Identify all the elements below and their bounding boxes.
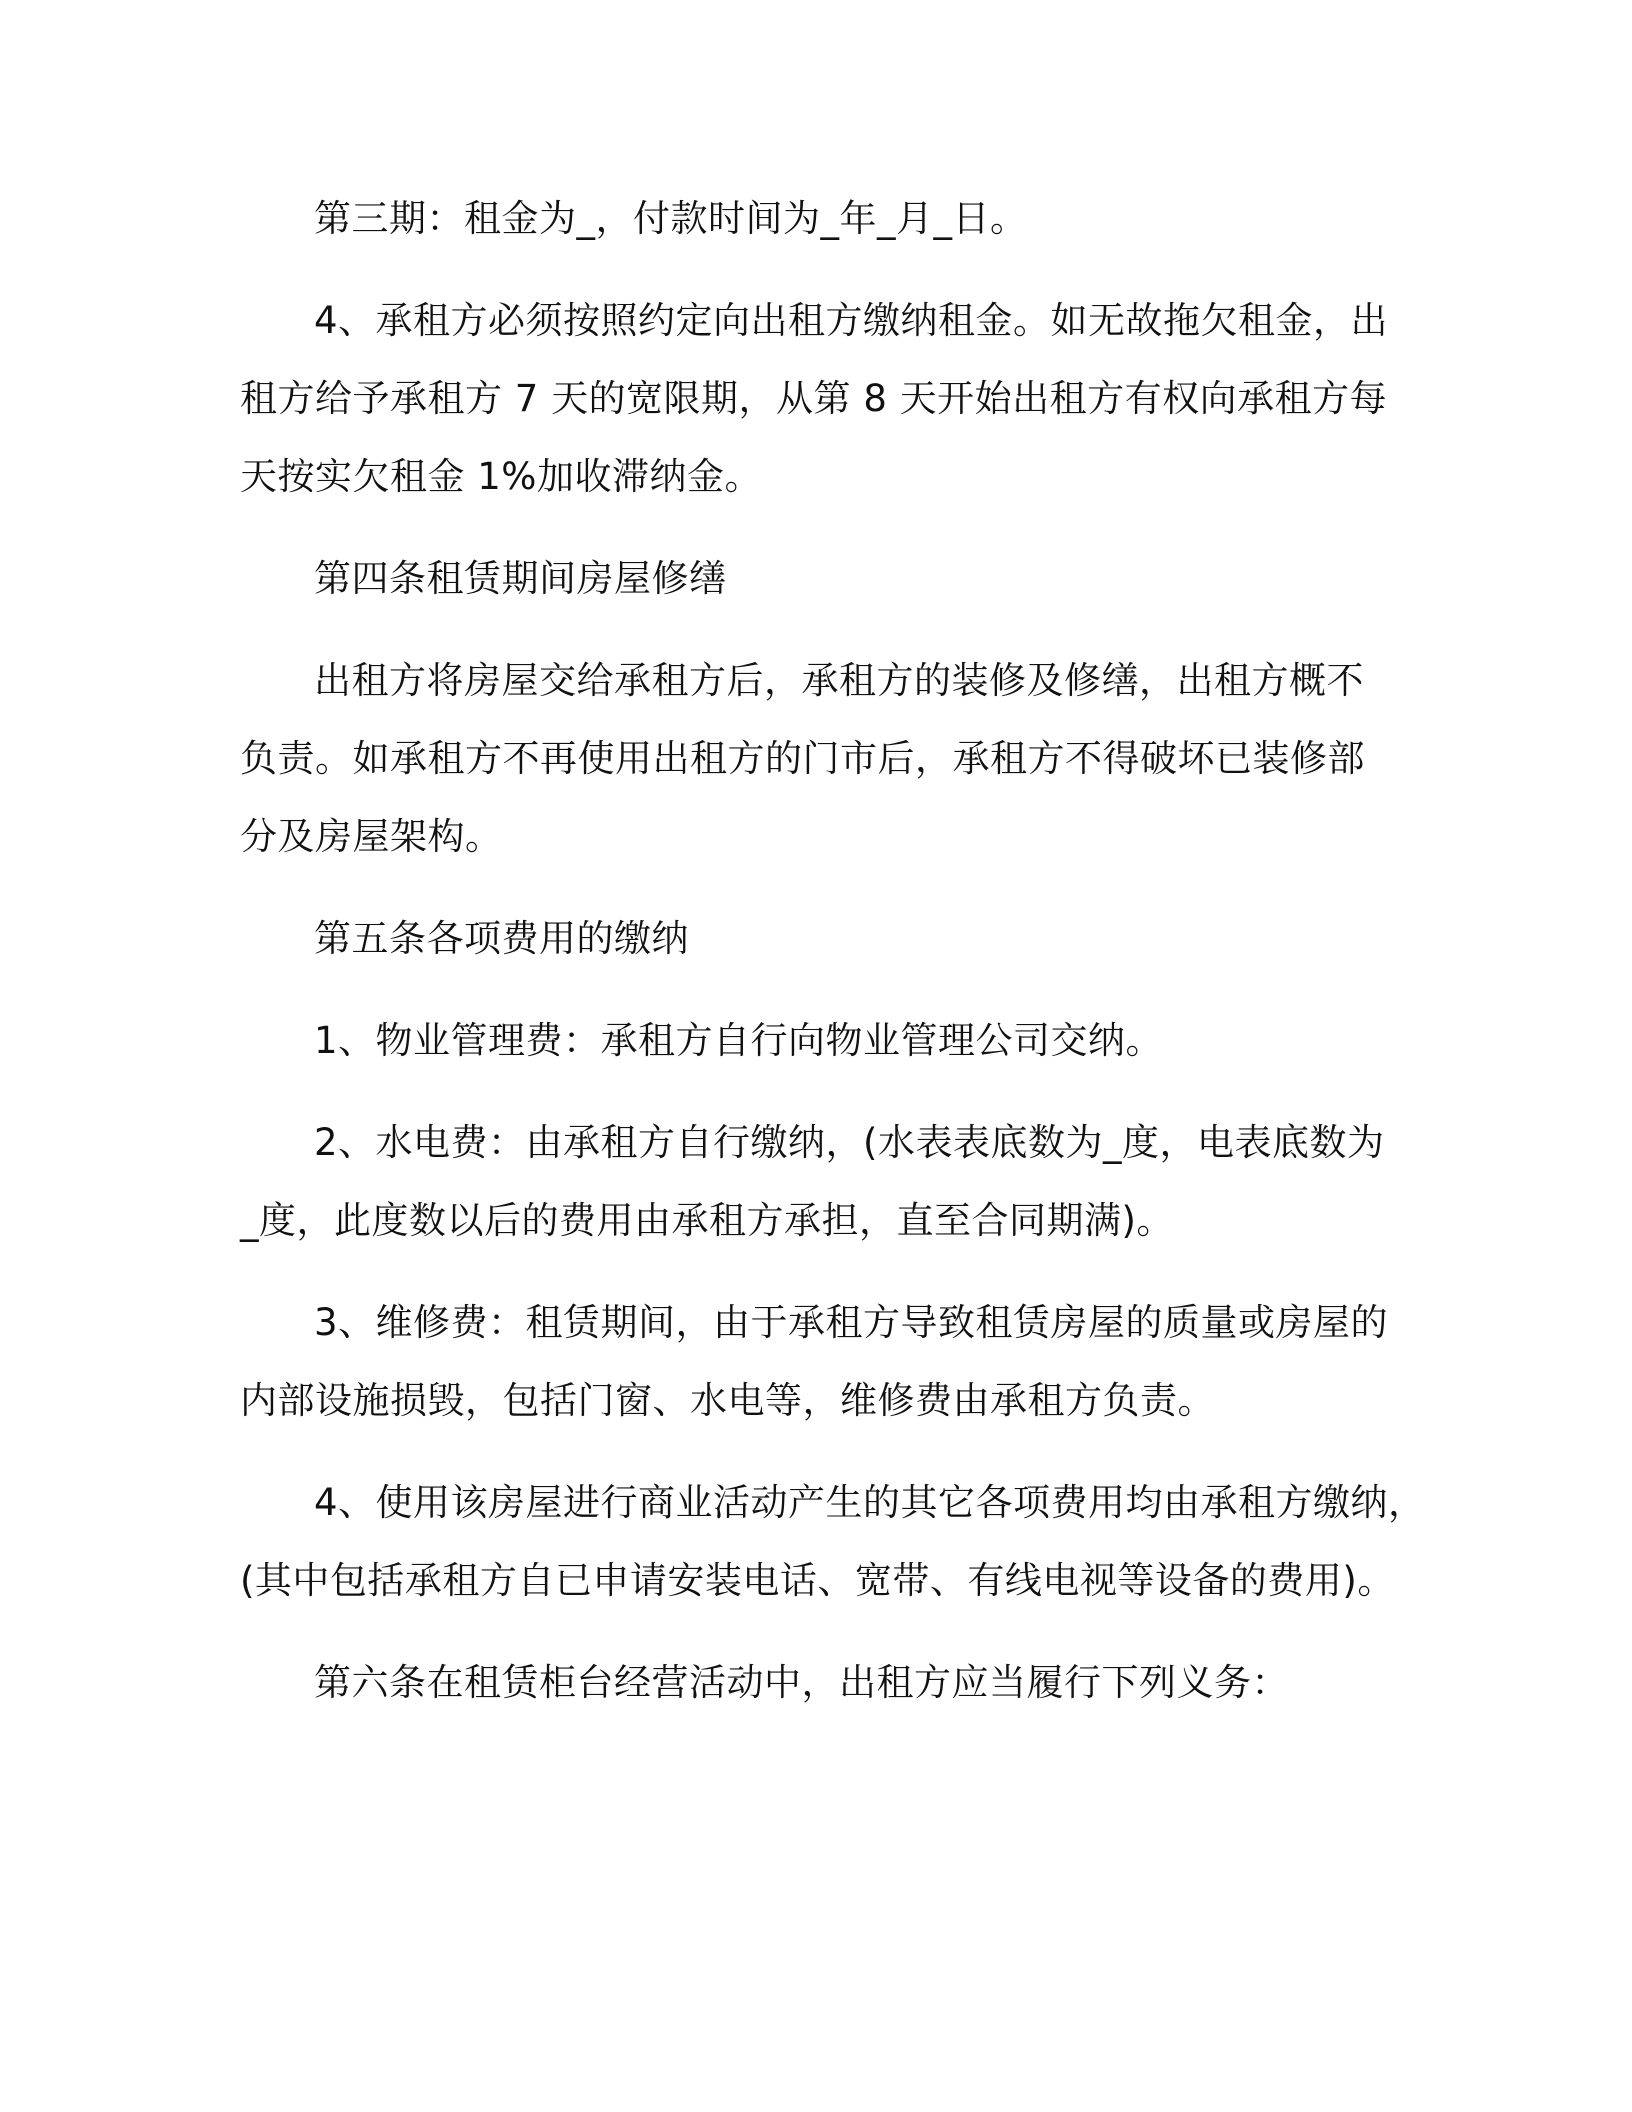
paragraph-line: 1、物业管理费：承租方自行向物业管理公司交纳。 [314,1019,1164,1062]
section-heading-article-6 [240,1644,1380,1722]
paragraph-line: _度，此度数以后的费用由承租方承担，直至合同期满)。 [240,1199,1174,1242]
paragraph-other-fees [240,1464,1426,1620]
paragraph-line: 内部设施损毁，包括门窗、水电等，维修费由承租方负责。 [240,1379,1215,1422]
paragraph-maintenance [240,1284,1389,1440]
paragraph-utilities [240,1104,1385,1260]
paragraph-line: 4、承租方必须按照约定向出租方缴纳租金。如无故拖欠租金，出 [314,299,1389,342]
paragraph-line: 分及房屋架构。 [240,815,503,858]
section-heading: 第六条在租赁柜台经营活动中，出租方应当履行下列义务： [314,1661,1289,1704]
paragraph-repairs [240,642,1380,876]
paragraph-line: 3、维修费：租赁期间，由于承租方导致租赁房屋的质量或房屋的 [314,1301,1389,1344]
section-heading: 第四条租赁期间房屋修缮 [314,557,727,600]
section-heading: 第五条各项费用的缴纳 [314,917,689,960]
paragraph-line: 负责。如承租方不再使用出租方的门市后，承租方不得破坏已装修部 [240,737,1365,780]
section-heading-article-5 [240,900,1380,978]
paragraph-line: 第三期：租金为_，付款时间为_年_月_日。 [314,197,1028,240]
paragraph-property-fee [240,1002,1380,1080]
paragraph-line: 租方给予承租方 7 天的宽限期，从第 8 天开始出租方有权向承租方每 [240,377,1388,420]
paragraph-rent-payment [240,282,1389,516]
paragraph-line: 2、水电费：由承租方自行缴纳，(水表表底数为_度，电表底数为 [314,1121,1385,1164]
paragraph-line: 天按实欠租金 1%加收滞纳金。 [240,455,762,498]
paragraph-third-installment [240,180,1380,258]
section-heading-article-4 [240,540,1380,618]
paragraph-line: (其中包括承租方自已申请安装电话、宽带、有线电视等设备的费用)。 [240,1559,1395,1602]
paragraph-line: 出租方将房屋交给承租方后，承租方的装修及修缮，出租方概不 [314,659,1364,702]
paragraph-line: 4、使用该房屋进行商业活动产生的其它各项费用均由承租方缴纳， [314,1481,1426,1524]
